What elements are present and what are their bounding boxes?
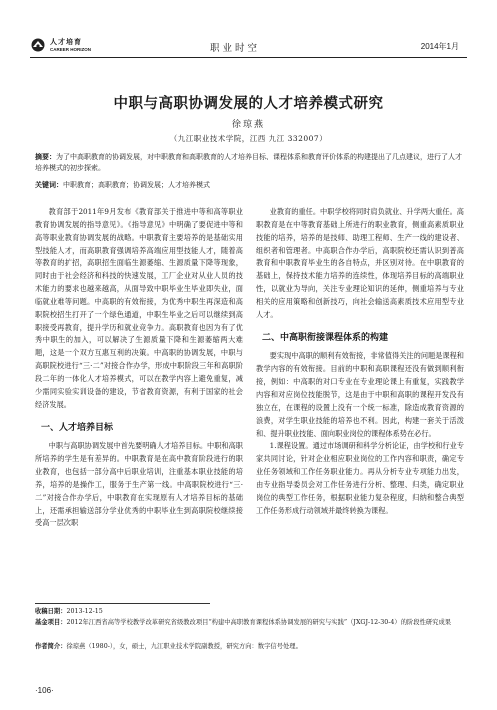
received-date-note [35,607,465,617]
keywords [35,180,465,190]
received-date: 2013-12-15 [66,608,103,615]
logo-english-text: CAREER HORIZON [50,47,92,52]
author-bio-text: 徐琼燕（1980-），女，硕士，九江职业技术学院副教授，研究方向：数字信号处理。 [66,643,302,650]
author-bio-label: 作者简介： [35,643,67,650]
author-affiliation: （九江职业技术学院，江西 九江 332007） [169,134,328,143]
fund-text: 2012年江西省高等学校教学改革研究省级教改项目“构建中高职教育课程体系协调发展的研究与实践”（JXGJ-12-30-4）的阶段性研究成果 [66,619,452,626]
curriculum-setting-paragraph: 1.课程设置。通过市场调研和科学分析论证，由学校和行业专家共同讨论，针对企业相应职业岗位的工作内容和职责，确定专业任务领域和工作任务职业能力。再从分析专业专项能力出发，由专业指导委员会对工作任务进行分析、整理、归类，确定职业岗位的典型工作任务，根据职业能力复杂程度，归纳和整合典型工作任务形成行动领域并最终转换为课程。 [256,441,464,515]
left-column [35,206,243,530]
intro-paragraph: 教育部于2011年9月发布《教育部关于推进中等和高等职业教育协调发展的指导意见》。《指导意见》中明确了要促进中等和高等职业教育协调发展的战略。中职教育主要培养的是基础实用型技能人才，而高职教育强调培养高端应用型技能人才，随着高等教育的扩招，高职招生面临生源萎缩、生源质量下降等现象，同时由于社会经济和科技的快速发展，工厂企业对从业人员的技术能力的要求也越来越高，从面导致中职毕业生毕业即失业，面临就业难等问题。中高职的有效衔接，为优秀中职生再深造和高职院校招生打开了一个绿色通道，中职生毕业之后可以继续到高职接受再教育，提升学历和就业竞争力。高职教育也因为有了优秀中职生的加入，可以解决了生源质量下降和生源萎缩两大难题，这是一个双方互惠互利的决策。中高职的协调发展，中职与高职院校进行“三·二”对接合作办学，形成中职阶段三年和高职阶段二年的一体化人才培养模式，可以在教学内容上避免重复，减少需同实验实训设备的建设，节省教育资源，有利于国家的社会经济发展。 [35,207,243,409]
footnote-divider [35,603,210,604]
section-heading-1: 一、人才培养目标 [41,422,114,433]
section-1-paragraph: 中职与高职协调发展中首先要明确人才培养目标。中职和高职所培养的学生是有差异的。中职教育是在高中教育阶段进行的职业教育，也包括一部分高中后职业培训，注重基本职业技能的培养，培养的是操作工，服务于生产第一线。中高职院校进行“三·二”对接合作办学后，中职教育在实现原有人才培养目标的基础上，还需承担输送部分学业优秀的中职毕业生到高职院校继续接受高一层次职 [35,441,243,528]
fund-note [35,618,465,628]
section-1-continuation: 业教育的重任。中职学校将同时肩负就业、升学两大重任。高职教育是在中等教育基础上所进行的职业教育，侧重高素质职业技能的培养，培养的是技师、助理工程师、生产一线的建设者、组织者和管理者。中高职合作办学后，高职院校还需认识到普高教育和中职教育毕业生的各自特点，并区别对待。在中职教育的基础上，保持技术能力培养的连续性，体现培养目标的高端职业性，以就业为导向，关注专业理论知识的延伸，侧重培养与专业相关的应用策略和创新技巧，向社会输送高素质技术应用型专业人才。 [256,207,464,319]
keywords-text: 中职教育；高职教育；协调发展；人才培养模式 [63,181,210,189]
logo-chinese-text: 人才培育 [50,37,82,46]
fund-label: 基金项目： [35,619,67,626]
keywords-label: 关键词： [35,180,63,189]
abstract-text: 为了中高职教育的协调发展，对中职教育和高职教育的人才培养目标、课程体系和教育评价体系的构建提出了几点建议，进行了人才培养模式的初步探索。 [35,153,462,172]
author-bio-note [35,642,465,652]
article-author: 徐琼燕 [231,120,265,130]
header-divider [30,57,467,58]
section-2-paragraph: 要实现中高职的顺利有效衔接，非常值得关注的问题是课程和教学内容的有效衔接。目前的中职和高职课程还没有做到顺利衔接，例如：中高职的对口专业在专业理论课上有重复，实践教学内容和对应岗位技能脱节，这是由于中职和高职的课程开发没有独立在，在课程的设置上没有一个统一标准，除造成教育资源的浪费，对学生职业技能的培养也不利。因此，构建一套关于活泼和、提升职业技能、面向职业岗位的课程体系势在必行。 [256,351,464,438]
journal-logo-icon [30,38,46,52]
right-column [256,206,464,517]
received-label: 收稿日期： [35,608,67,615]
section-heading-2: 二、中高职衔接课程体系的构建 [262,332,389,343]
abstract [35,152,465,174]
journal-name: 职业时空 [210,43,261,54]
page-number: ·106· [35,686,54,695]
running-header [0,0,497,60]
issue-date: 2014年1月 [420,42,459,51]
article-title: 中职与高职协调发展的人才培养模式研究 [113,95,384,112]
abstract-label: 摘要： [35,153,56,161]
